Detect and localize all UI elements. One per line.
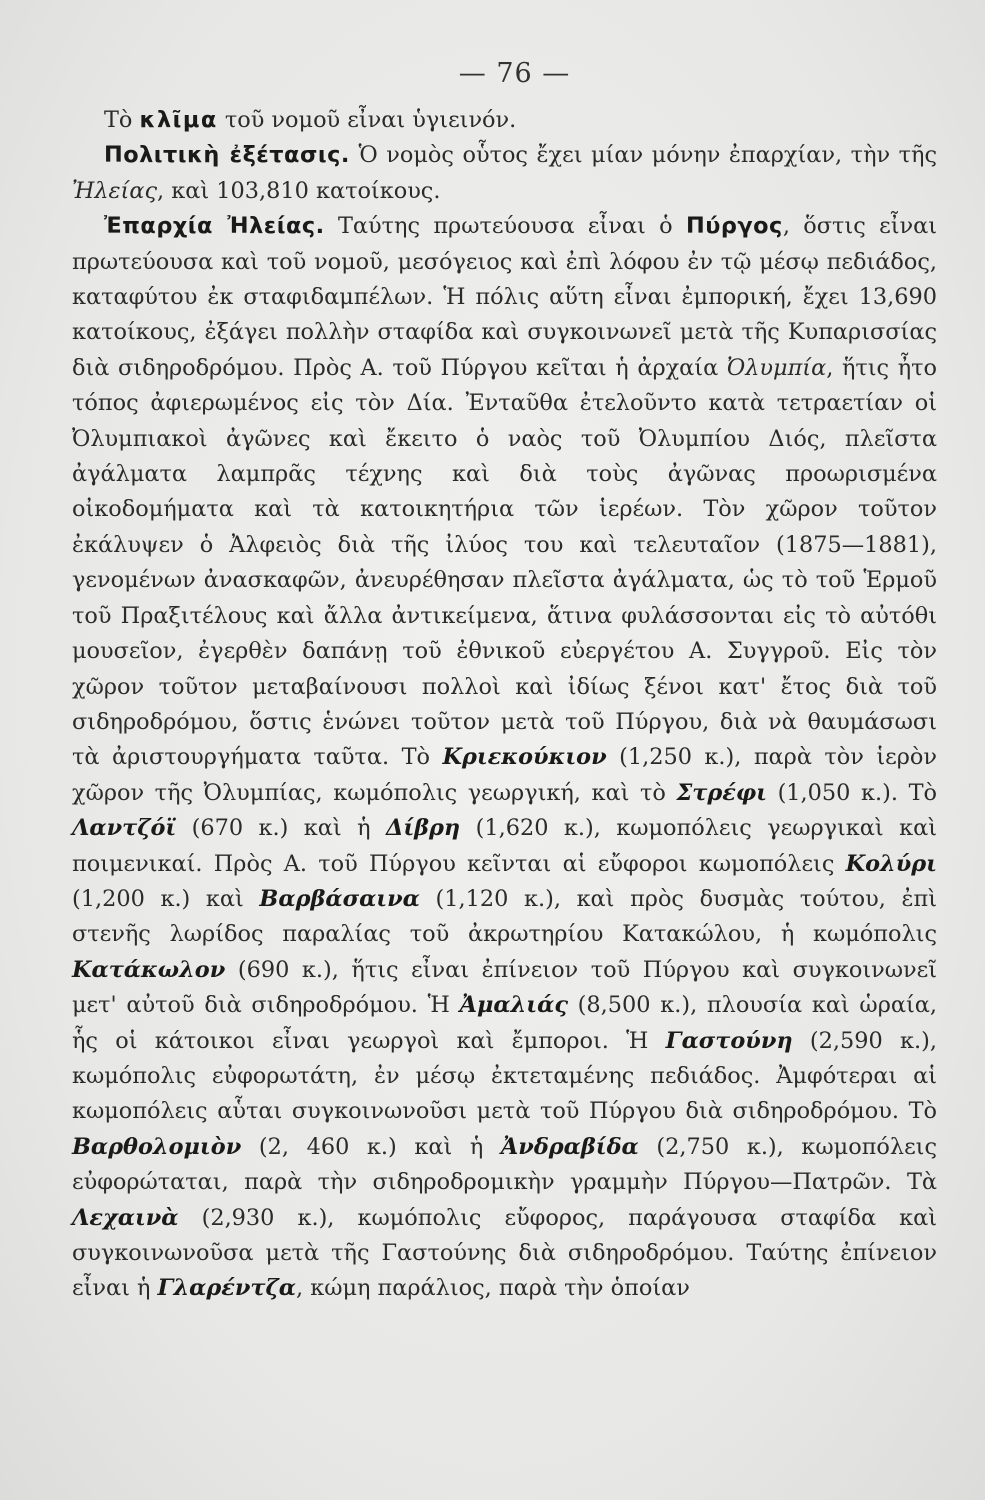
place-name: Κολύρι <box>845 850 937 877</box>
place-name: Βαρβάσαινα <box>259 885 420 912</box>
text-run: (1,620 κ.), κωμοπόλεις γεωργικαὶ καὶ ποιμενικαί. Πρὸς Α. τοῦ Πύργου κεῖνται αἱ εὔφοροι κωμοπόλεις <box>72 815 938 877</box>
text-run: , κώμη παράλιος, παρὰ τὴν ὁποίαν <box>295 1275 690 1302</box>
place-name: Ἀνδραβίδα <box>500 1133 639 1160</box>
page-number: — 76 — <box>458 58 571 89</box>
text-run: , καὶ 103,810 κατοίκους. <box>157 177 441 204</box>
text-run: τοῦ νομοῦ εἶναι ὑγιεινόν. <box>217 107 517 133</box>
text-run: Τὸ <box>104 107 140 133</box>
text-run: (2, 460 κ.) καὶ ἡ <box>241 1133 501 1160</box>
place-name: Γλαρέντζα <box>157 1275 296 1302</box>
text-run: (1,120 κ.), καὶ πρὸς δυσμὰς τούτου, ἐπὶ στενῆς λωρίδος παραλίας τοῦ ἀκρωτηρίου Κατακώλου, ἡ κωμόπολις <box>72 885 937 948</box>
body-text <box>72 103 937 1307</box>
text-run: (1,250 κ.), παρὰ τὸν ἱερὸν χῶρον τῆς Ὀλυμπίας, κωμόπολις γεωργική, καὶ τὸ <box>72 744 937 806</box>
text-run: (2,750 κ.), κωμοπόλεις εὐφορώταται, παρὰ τὴν σιδηροδρομικὴν γραμμὴν Πύργου—Πατρῶν. Τὰ <box>72 1133 937 1196</box>
place-name: Στρέφι <box>676 779 767 806</box>
place-name: Ἀμαλιάς <box>459 992 568 1019</box>
text-run: (670 κ.) καὶ ἡ <box>176 815 386 842</box>
section-heading-province: Ἐπαρχία Ἠλείας. <box>104 213 325 240</box>
text-run: , ὅστις εἶναι πρωτεύουσα καὶ τοῦ νομοῦ, μεσόγειος καὶ ἐπὶ λόφου ἐν τῷ μέσῳ πεδιάδος, καταφύτου ἐκ σταφιδαμπέλων. Ἡ πόλις αὕτη εἶναι ἐμπορική, ἔχει 13,690 κατοίκους, ἐξάγει πολλὴν σταφίδα καὶ συγκοινωνεῖ μετὰ τῆς Κυπαρισσίας διὰ σιδηροδρόμου. Πρὸς Α. τοῦ Πύργου κεῖται ἡ ἀρχαία <box>72 213 938 381</box>
keyword-climate: κλῖμα <box>139 107 218 133</box>
place-name: Λεχαινὰ <box>72 1204 179 1231</box>
place-name: Ἠλείας <box>72 177 157 204</box>
text-run: Ὁ νομὸς οὗτος ἔχει μίαν μόνην ἐπαρχίαν, τὴν τῆς <box>349 142 937 169</box>
place-name-pyrgos: Πύργος <box>686 213 783 240</box>
place-name: Κριεκούκιον <box>442 744 607 771</box>
text-run: (690 κ.), ἥτις εἶναι ἐπίνειον τοῦ Πύργου καὶ συγκοινωνεῖ μετ' αὐτοῦ διὰ σιδηροδρόμου. Ἡ <box>72 956 937 1019</box>
text-run: (1,050 κ.). Τὸ <box>766 779 937 806</box>
section-heading-political: Πολιτικὴ ἐξέτασις. <box>104 142 350 169</box>
text-run: (2,930 κ.), κωμόπολις εὔφορος, παράγουσα σταφίδα καὶ συγκοινωνοῦσα μετὰ τῆς Γαστούνης διὰ σιδηροδρόμου. Ταύτης ἐπίνειον εἶναι ἡ <box>72 1204 937 1302</box>
place-name: Λαντζόϊ <box>72 815 177 842</box>
text-run: (8,500 κ.), πλουσία καὶ ὡραία, ἧς οἱ κάτοικοι εἶναι γεωργοὶ καὶ ἔμποροι. Ἡ <box>72 992 937 1054</box>
place-name: Δίβρη <box>385 815 461 842</box>
place-name: Γαστούνη <box>665 1027 793 1054</box>
paragraph-province-ilia <box>72 209 937 1307</box>
text-run: (2,590 κ.), κωμόπολις εὐφορωτάτη, ἐν μέσῳ ἐκτεταμένης πεδιάδος. Ἀμφότεραι αἱ κωμοπόλεις αὗται συγκοινωνοῦσι μετὰ τοῦ Πύργου διὰ σιδηροδρόμου. Τὸ <box>72 1027 937 1125</box>
text-run: Ταύτης πρωτεύουσα εἶναι ὁ <box>324 213 687 240</box>
text-run: (1,200 κ.) καὶ <box>72 885 260 912</box>
place-name: Ὀλυμπία <box>726 354 827 381</box>
place-name: Κατάκωλον <box>72 956 226 983</box>
text-run: , ἥτις ἦτο τόπος ἀφιερωμένος εἰς τὸν Δία. Ἐνταῦθα ἐτελοῦντο κατὰ τετραετίαν οἱ Ὀλυμπιακοὶ ἀγῶνες καὶ ἔκειτο ὁ ναὸς τοῦ Ὀλυμπίου Διός, πλεῖστα ἀγάλματα λαμπρᾶς τέχνης καὶ διὰ τοὺς ἀγῶνας προωρισμένα οἰκοδομήματα καὶ τὰ κατοικητήρια τῶν ἱερέων. Τὸν χῶρον τοῦτον ἐκάλυψεν ὁ Ἀλφειὸς διὰ τῆς ἰλύος του καὶ τελευταῖον (1875—1881), γενομένων ἀνασκαφῶν, ἀνευρέθησαν πλεῖστα ἀγάλματα, ὡς τὸ τοῦ Ἑρμοῦ τοῦ Πραξιτέλους καὶ ἄλλα ἀντικείμενα, ἅτινα φυλάσσονται εἰς τὸ αὐτόθι μουσεῖον, ἐγερθὲν δαπάνῃ τοῦ ἐθνικοῦ εὐεργέτου Α. Συγγροῦ. Εἰς τὸν χῶρον τοῦτον μεταβαίνουσι πολλοὶ καὶ ἰδίως ξένοι κατ' ἔτος διὰ τοῦ σιδηροδρόμου, ὅστις ἑνώνει τοῦτον μετὰ τοῦ Πύργου, διὰ νὰ θαυμάσωσι τὰ ἀριστουργήματα ταῦτα. Τὸ <box>72 354 937 771</box>
place-name: Βαρθολομιὸν <box>72 1133 242 1160</box>
paragraph-political <box>72 138 937 209</box>
paragraph-climate <box>72 103 937 138</box>
